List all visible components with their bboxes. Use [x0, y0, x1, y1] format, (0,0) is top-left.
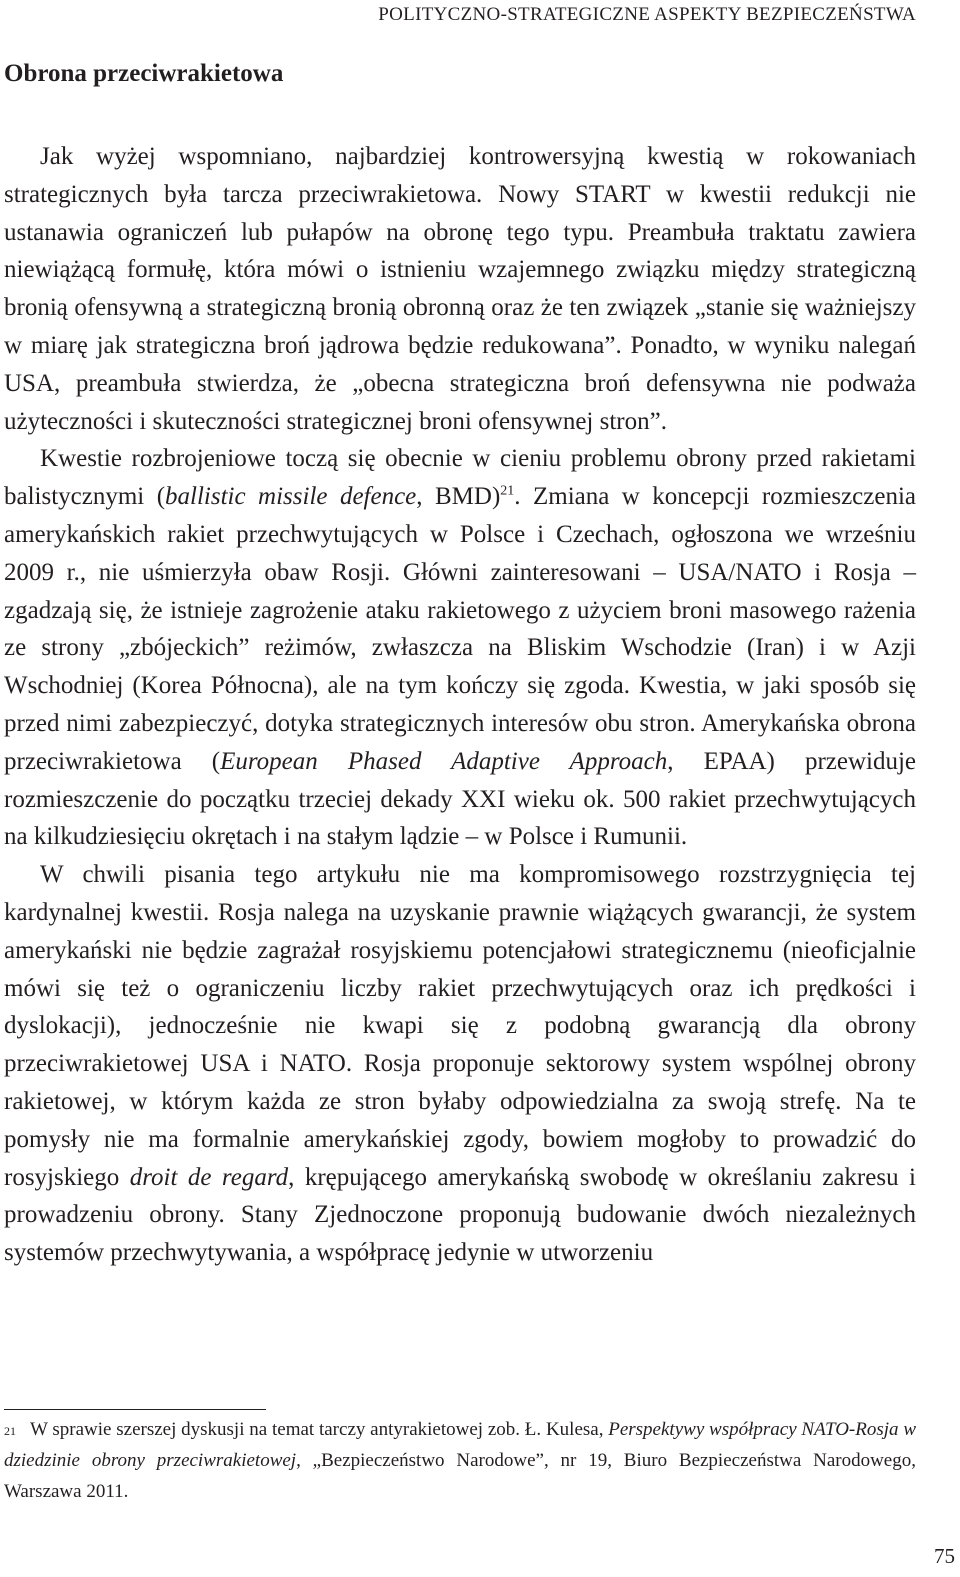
text-run: . Zmiana w koncepcji rozmieszczenia amerykańskich rakiet przechwytujących w Polsce i Czechach, ogłoszona we wrześniu 2009 r., nie uśmierzyła obaw Rosji. Główni zainteresowani – USA/NATO i Rosja – zgadzają się, że istnieje zagrożenie ataku rakietowego z użyciem broni masowego rażenia ze strony „zbójeckich” reżimów, zwłaszcza na Bliskim Wschodzie (Iran) i w Azji Wschodniej (Korea Północna), ale na tym kończy się zgoda. Kwestia, w jaki sposób się przed nimi zabezpieczyć, dotyka strategicznych interesów obu stron. Amerykańska obrona przeciwrakietowa (	[4, 483, 916, 775]
text-run: W sprawie szerszej dyskusji na temat tarczy antyrakietowej zob. Ł. Kulesa,	[30, 1419, 609, 1440]
footnote	[4, 1414, 916, 1507]
italic-term: ballistic missile defence	[165, 483, 417, 511]
paragraph	[4, 856, 916, 1272]
running-header: POLITYCZNO-STRATEGICZNE ASPEKTY BEZPIECZEŃSTWA	[378, 4, 916, 25]
text-run: , EPAA) przewiduje rozmieszczenie do początku trzeciej dekady XXI wieku ok. 500 rakiet przechwytujących na kilkudziesięciu okrętach i na stałym lądzie – w Polsce i Rumunii.	[4, 747, 917, 851]
section-title: Obrona przeciwrakietowa	[4, 60, 284, 87]
text-run: , BMD)	[416, 483, 501, 511]
page-number: 75	[934, 1544, 955, 1568]
italic-term: Perspektywy współpracy NATO-Rosja w dziedzinie obrony przeciwrakietowej	[4, 1419, 916, 1471]
footnote-separator	[4, 1409, 266, 1410]
italic-term: European Phased Adaptive Approach	[220, 747, 668, 775]
footnote-text	[4, 1419, 916, 1502]
footnote-number: 21	[4, 1424, 16, 1438]
text-run: , „Bezpieczeństwo Narodowe”, nr 19, Biuro Bezpieczeństwa Narodowego, Warszawa 2011.	[4, 1450, 916, 1502]
text-run: Kwestie rozbrojeniowe toczą się obecnie w cieniu problemu obrony przed rakietami balistycznymi (	[4, 445, 916, 511]
italic-term: droit de regard	[129, 1163, 289, 1191]
text-run: W chwili pisania tego artykułu nie ma kompromisowego rozstrzygnięcia tej kardynalnej kwestii. Rosja nalega na uzyskanie prawnie wiążących gwarancji, że system amerykański nie będzie zagrażał rosyjskiemu potencjałowi strategicznemu (nieoficjalnie mówi się też o ograniczeniu liczby rakiet przechwytujących oraz ich prędkości i dyslokacji), jednocześnie nie kwapi się z podobną gwarancją dla obrony przeciwrakietowej USA i NATO. Rosja proponuje sektorowy system wspólnej obrony rakietowej, w którym każda ze stron byłaby odpowiedzialna za swoją strefę. Na te pomysły nie ma formalnie amerykańskiej zgody, bowiem mogłoby to prowadzić do rosyjskiego	[4, 861, 916, 1191]
text-run: , krępującego amerykańską swobodę w określaniu zakresu i prowadzeniu obrony. Stany Zjednoczone proponują budowanie dwóch niezależnych systemów przechwytywania, a współpracę jedynie w utworzeniu	[4, 1163, 916, 1267]
text-run: Jak wyżej wspomniano, najbardziej kontrowersyjną kwestią w rokowaniach strategicznych była tarcza przeciwrakietowa. Nowy START w kwestii redukcji nie ustanawia ograniczeń lub pułapów na obronę tego typu. Preambuła traktatu zawiera niewiążącą formułę, która mówi o istnieniu wzajemnego związku między strategiczną bronią ofensywną a strategiczną bronią obronną oraz że ten związek „stanie się ważniejszy w miarę jak strategiczna broń jądrowa będzie redukowana”. Ponadto, w wyniku nalegań USA, preambuła stwierdza, że „obecna strategiczna broń defensywna nie podważa użyteczności i skuteczności strategicznej broni ofensywnej stron”.	[4, 143, 916, 435]
body-text	[4, 138, 916, 1272]
paragraph	[4, 138, 916, 440]
paragraph	[4, 440, 916, 856]
footnote-ref: 21	[500, 483, 515, 499]
